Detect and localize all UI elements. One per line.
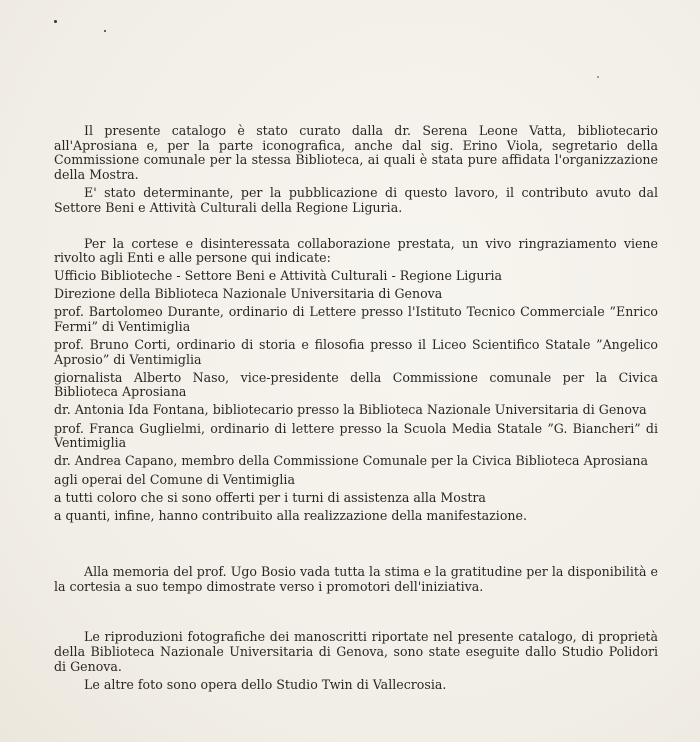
thanks-list — [54, 269, 658, 524]
thanks-item: prof. Bruno Corti, ordinario di storia e filosofia presso il Liceo Scientifico Statale ”Angelico Aprosio” di Ventimiglia — [54, 336, 658, 367]
thanks-item: Direzione della Biblioteca Nazionale Universitaria di Genova — [54, 285, 443, 301]
thanks-item: a tutti coloro che si sono offerti per i turni di assistenza alla Mostra — [54, 489, 486, 505]
paper-speck — [597, 76, 599, 78]
thanks-item: prof. Bartolomeo Durante, ordinario di Lettere presso l'Istituto Tecnico Commerciale ”Enrico Fermi” di Ventimiglia — [54, 304, 658, 334]
paper-speck — [54, 20, 57, 23]
thanks-item: Ufficio Biblioteche - Settore Beni e Attività Culturali - Regione Liguria — [54, 267, 503, 283]
thanks-item: a quanti, infine, hanno contribuito alla realizzazione della manifestazione. — [54, 508, 527, 523]
intro-paragraph-1: Il presente catalogo è stato curato dalla dr. Serena Leone Vatta, bibliotecario all'Aprosiana e, per la parte iconografica, anche dal sig. Erino Viola, segretario della Commissione comunale per la stessa Biblioteca, ai quali è stata pure affidata l'organizzazione della Mostra. — [54, 123, 658, 182]
thanks-item: giornalista Alberto Naso, vice-presidente della Commissione comunale per la Civica Biblioteca Aprosiana — [54, 369, 658, 400]
thanks-item: dr. Antonia Ida Fontana, bibliotecario presso la Biblioteca Nazionale Universitaria di Genova — [54, 402, 647, 418]
thanks-item: dr. Andrea Capano, membro della Commissione Comunale per la Civica Biblioteca Aprosiana — [54, 453, 648, 469]
intro-paragraph-2: E' stato determinante, per la pubblicazione di questo lavoro, il contributo avuto dal Settore Beni e Attività Culturali della Regione Liguria. — [54, 185, 658, 215]
thanks-item: prof. Franca Guglielmi, ordinario di lettere presso la Scuola Media Statale ”G. Biancheri” di Ventimiglia — [54, 420, 658, 451]
thanks-item: agli operai del Comune di Ventimiglia — [54, 471, 295, 487]
thanks-lead: Per la cortese e disinteressata collaborazione prestata, un vivo ringraziamento viene rivolto agli Enti e alle persone qui indicate: — [54, 235, 658, 266]
memory-paragraph: Alla memoria del prof. Ugo Bosio vada tutta la stima e la gratitudine per la disponibilità e la cortesia a suo tempo dimostrate verso i promotori dell'iniziativa. — [54, 564, 658, 594]
paper-speck — [104, 30, 106, 32]
document-body — [54, 124, 658, 693]
photos-paragraph-1: Le riproduzioni fotografiche dei manoscritti riportate nel presente catalogo, di proprietà della Biblioteca Nazionale Universitaria di Genova, sono state eseguite dallo Studio Polidori di Genova. — [54, 629, 658, 674]
photos-paragraph-2: Le altre foto sono opera dello Studio Twin di Vallecrosia. — [84, 677, 447, 693]
